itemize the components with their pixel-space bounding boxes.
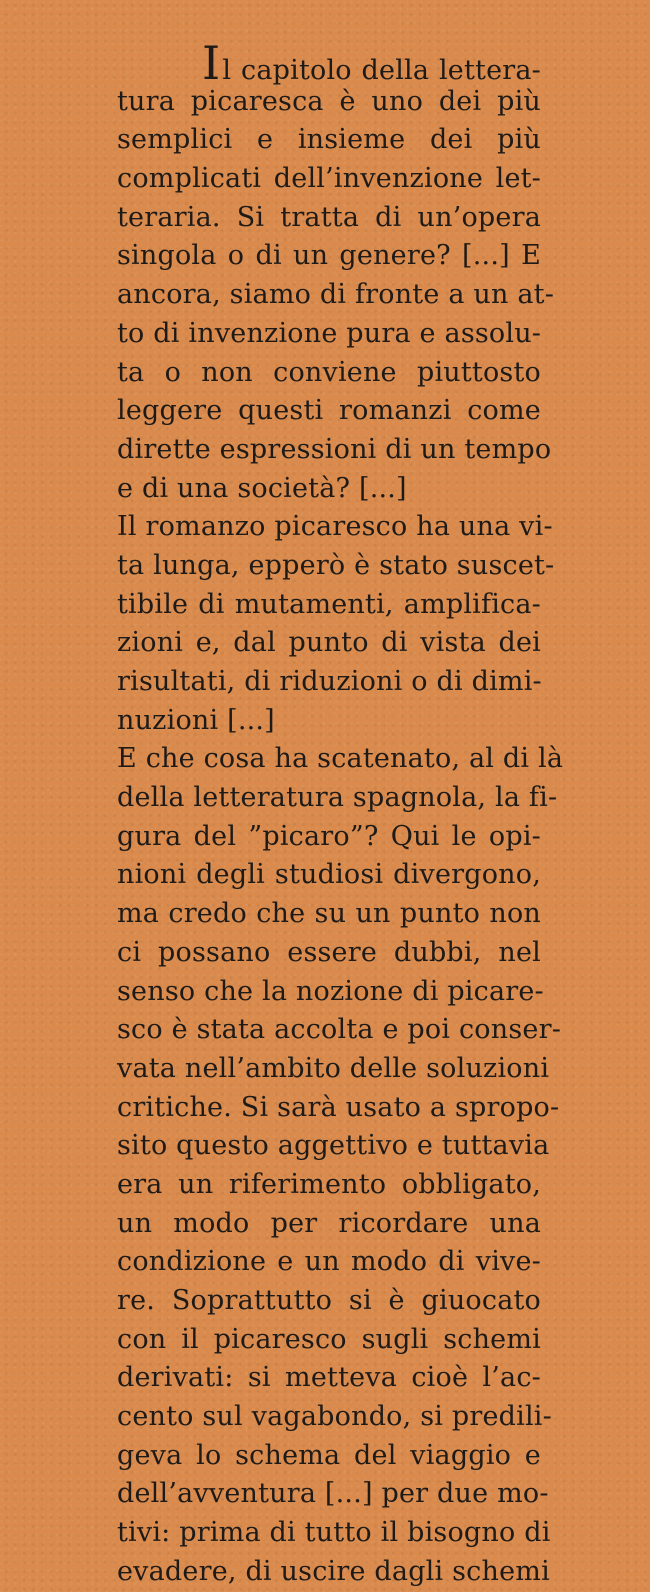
text-line: ta lunga, epperò è stato suscet- — [117, 549, 555, 581]
text-line: ancora, siamo di fronte a un at- — [117, 279, 555, 311]
text-line: ci possano essere dubbi, nel — [117, 936, 541, 968]
text-line: tibile di mutamenti, amplifica- — [117, 588, 541, 620]
text-line: Il capitolo della lettera- — [202, 36, 541, 90]
text-line: derivati: si metteva cioè l’ac- — [117, 1362, 541, 1394]
text-line: dell’avventura [...] per due mo- — [117, 1478, 549, 1510]
text-line: vata nell’ambito delle soluzioni — [117, 1052, 550, 1084]
drop-cap-initial: I — [202, 36, 221, 90]
text-line: risultati, di riduzioni o di dimi- — [117, 666, 542, 697]
text-line: sco è stata accolta e poi conser- — [117, 1014, 562, 1046]
text-line: to di invenzione pura e assolu- — [117, 317, 542, 349]
text-line: nioni degli studiosi divergono, — [117, 859, 541, 891]
text-line: Il romanzo picaresco ha una vi- — [117, 511, 553, 543]
text-line: cento sul vagabondo, si predili- — [117, 1401, 552, 1433]
text-line: singola o di un genere? [...] E — [117, 240, 541, 272]
paragraph-3 — [117, 740, 564, 1591]
text-line: senso che la nozione di picare- — [117, 975, 544, 1007]
text-line: re. Soprattutto si è giuocato — [117, 1285, 541, 1316]
text-line: con il picaresco sugli schemi — [117, 1323, 541, 1355]
paragraph-2 — [117, 508, 555, 740]
text-line: teraria. Si tratta di un’opera — [117, 201, 541, 233]
paragraph-1 — [117, 36, 555, 508]
text-line: complicati dell’invenzione let- — [117, 163, 541, 195]
text-line: un modo per ricordare una — [117, 1207, 541, 1239]
text-line: ta o non conviene piuttosto — [117, 356, 541, 388]
text-line: semplici e insieme dei più — [117, 124, 541, 156]
text-line: gura del ”picaro”? Qui le opi- — [117, 820, 541, 852]
text-line: nuzioni [...] — [117, 704, 275, 736]
text-line: sito questo aggettivo e tuttavia — [117, 1130, 550, 1162]
text-line: leggere questi romanzi come — [117, 395, 541, 427]
text-line: condizione e un modo di vive- — [117, 1246, 541, 1278]
text-line: zioni e, dal punto di vista dei — [117, 627, 541, 659]
text-line: dirette espressioni di un tempo — [117, 433, 552, 465]
text-line: tura picaresca è uno dei più — [117, 85, 541, 117]
text-line: e di una società? [...] — [117, 472, 407, 504]
text-line: E che cosa ha scatenato, al di là — [117, 743, 564, 775]
text-line: critiche. Si sarà usato a spropo- — [117, 1091, 560, 1123]
text-line: era un riferimento obbligato, — [117, 1168, 541, 1200]
text-line: evadere, di uscire dagli schemi — [117, 1555, 550, 1587]
text-line: tivi: prima di tutto il bisogno di — [117, 1517, 551, 1549]
text-line: ma credo che su un punto non — [117, 898, 541, 930]
text-line: della letteratura spagnola, la fi- — [117, 782, 558, 814]
excerpt-text — [117, 36, 564, 1592]
text-line: geva lo schema del viaggio e — [117, 1439, 541, 1471]
